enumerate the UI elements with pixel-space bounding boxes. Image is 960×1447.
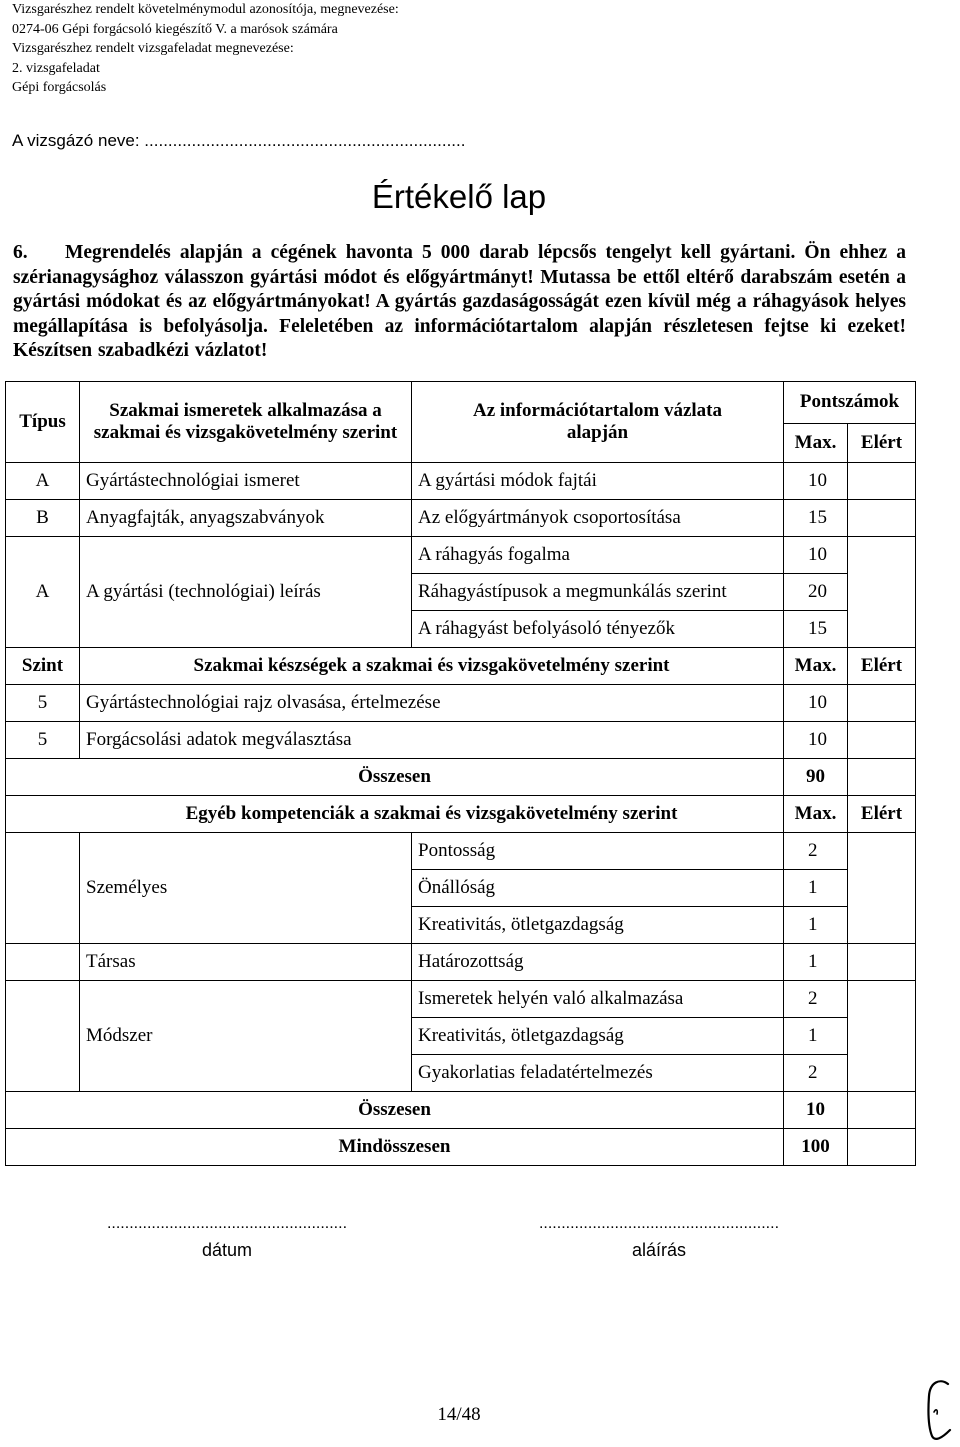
row-max: 15 <box>784 500 848 537</box>
row-max: 1 <box>784 1018 848 1055</box>
header-line-task-name: Gépi forgácsolás <box>12 80 107 95</box>
row-category: Módszer <box>80 981 412 1092</box>
date-label: dátum <box>201 1240 253 1260</box>
header-max: Max. <box>784 796 848 833</box>
row-skill: Gyártástechnológiai rajz olvasása, értelmezése <box>80 685 784 722</box>
grand-total-row <box>6 1129 916 1166</box>
row-empty-cell <box>6 981 80 1092</box>
row-max: 10 <box>784 537 848 574</box>
grand-total-label: Mindösszesen <box>6 1129 784 1166</box>
skills-header-row <box>6 648 916 685</box>
row-type: A <box>6 537 80 648</box>
table-row <box>6 833 916 870</box>
table-row <box>6 685 916 722</box>
header-line-task-label: Vizsgarészhez rendelt vizsgafeladat megnevezése: <box>12 41 294 56</box>
evaluation-table <box>5 381 916 1166</box>
row-max: 1 <box>784 944 848 981</box>
row-info: A gyártási módok fajtái <box>412 463 784 500</box>
row-skill: Forgácsolási adatok megválasztása <box>80 722 784 759</box>
row-max: 10 <box>784 722 848 759</box>
header-points: Pontszámok <box>784 382 916 424</box>
row-topic: Anyagfajták, anyagszabványok <box>80 500 412 537</box>
row-achieved-cell[interactable] <box>848 537 916 648</box>
row-empty-cell <box>6 833 80 944</box>
signature-dots: ...................................................... <box>538 1215 780 1232</box>
table-header-row <box>6 382 916 424</box>
page-number: 14/48 <box>437 1404 481 1425</box>
row-max: 10 <box>784 463 848 500</box>
document-header <box>12 0 399 98</box>
row-competency: Határozottság <box>412 944 784 981</box>
header-line-module-label: Vizsgarészhez rendelt követelménymodul azonosítója, megnevezése: <box>12 2 399 17</box>
subtotal-label: Összesen <box>6 1092 784 1129</box>
subtotal-row <box>6 759 916 796</box>
header-info: Az információtartalom vázlata alapján <box>412 382 784 463</box>
table-row <box>6 981 916 1018</box>
row-competency: Gyakorlatias feladatértelmezés <box>412 1055 784 1092</box>
row-achieved-cell[interactable] <box>848 833 916 944</box>
row-achieved-cell[interactable] <box>848 463 916 500</box>
task-text: Megrendelés alapján a cégének havonta 5 000 darab lépcsős tengelyt kell gyártani. Ön ehhez a szérianagysághoz válasszon gyártási módot és előgyártmányt! Mutassa be ettől eltérő darabszám esetén a gyártási módokat és az előgyártmányokat! A gyártás gazdaságosságát ezen kívül még a ráhagyások helyes megállapítása is befolyásolja. Feleletében az információtartalom alapján részletesen fejtse ki ezeket! Készítsen szabadkézi vázlatot! <box>13 242 906 361</box>
task-number: 6. <box>13 242 28 263</box>
header-line-module-name: 0274-06 Gépi forgácsoló kiegészítő V. a marósok számára <box>12 21 338 37</box>
grand-total-achieved-cell[interactable] <box>848 1129 916 1166</box>
row-max: 2 <box>784 981 848 1018</box>
header-line-task-number: 2. vizsgafeladat <box>12 60 100 76</box>
header-knowledge: Szakmai ismeretek alkalmazása a szakmai és vizsgakövetelmény szerint <box>80 382 412 463</box>
table-row <box>6 500 916 537</box>
header-achieved: Elért <box>848 648 916 685</box>
row-max: 2 <box>784 1055 848 1092</box>
signature-label: aláírás <box>631 1240 687 1260</box>
row-info: A ráhagyást befolyásoló tényezők <box>412 611 784 648</box>
header-achieved: Elért <box>848 796 916 833</box>
candidate-name-line: A vizsgázó neve: .................................................................... <box>12 131 466 150</box>
header-other-competencies: Egyéb kompetenciák a szakmai és vizsgakövetelmény szerint <box>6 796 784 833</box>
row-competency: Kreativitás, ötletgazdagság <box>412 907 784 944</box>
row-achieved-cell[interactable] <box>848 685 916 722</box>
task-description <box>13 241 906 364</box>
row-max: 20 <box>784 574 848 611</box>
row-empty-cell <box>6 944 80 981</box>
row-info: Az előgyártmányok csoportosítása <box>412 500 784 537</box>
row-type: A <box>6 463 80 500</box>
handwritten-initial-mark <box>920 1376 956 1444</box>
row-achieved-cell[interactable] <box>848 500 916 537</box>
row-max: 15 <box>784 611 848 648</box>
row-type: B <box>6 500 80 537</box>
row-max: 1 <box>784 870 848 907</box>
header-skills: Szakmai készségek a szakmai és vizsgakövetelmény szerint <box>80 648 784 685</box>
table-row <box>6 944 916 981</box>
row-max: 10 <box>784 685 848 722</box>
row-achieved-cell[interactable] <box>848 944 916 981</box>
grand-total-value: 100 <box>784 1129 848 1166</box>
row-competency: Önállóság <box>412 870 784 907</box>
row-topic: A gyártási (technológiai) leírás <box>80 537 412 648</box>
row-achieved-cell[interactable] <box>848 981 916 1092</box>
subtotal-achieved-cell[interactable] <box>848 759 916 796</box>
signature-block <box>528 1214 790 1261</box>
date-dots: ...................................................... <box>106 1215 348 1232</box>
row-category: Személyes <box>80 833 412 944</box>
subtotal-value: 10 <box>784 1092 848 1129</box>
header-type: Típus <box>6 382 80 463</box>
row-max: 1 <box>784 907 848 944</box>
table-row <box>6 722 916 759</box>
row-level: 5 <box>6 722 80 759</box>
row-max: 2 <box>784 833 848 870</box>
header-achieved: Elért <box>848 423 916 463</box>
row-category: Társas <box>80 944 412 981</box>
other-header-row <box>6 796 916 833</box>
row-competency: Kreativitás, ötletgazdagság <box>412 1018 784 1055</box>
header-level: Szint <box>6 648 80 685</box>
row-topic: Gyártástechnológiai ismeret <box>80 463 412 500</box>
subtotal-label: Összesen <box>6 759 784 796</box>
row-achieved-cell[interactable] <box>848 722 916 759</box>
subtotal-achieved-cell[interactable] <box>848 1092 916 1129</box>
subtotal-row <box>6 1092 916 1129</box>
page-title: Értékelő lap <box>371 178 547 215</box>
row-competency: Pontosság <box>412 833 784 870</box>
row-info: Ráhagyástípusok a megmunkálás szerint <box>412 574 784 611</box>
header-max: Max. <box>784 423 848 463</box>
date-signature-block <box>96 1214 358 1261</box>
row-level: 5 <box>6 685 80 722</box>
row-competency: Ismeretek helyén való alkalmazása <box>412 981 784 1018</box>
row-info: A ráhagyás fogalma <box>412 537 784 574</box>
table-row <box>6 463 916 500</box>
table-row <box>6 537 916 574</box>
header-max: Max. <box>784 648 848 685</box>
subtotal-value: 90 <box>784 759 848 796</box>
